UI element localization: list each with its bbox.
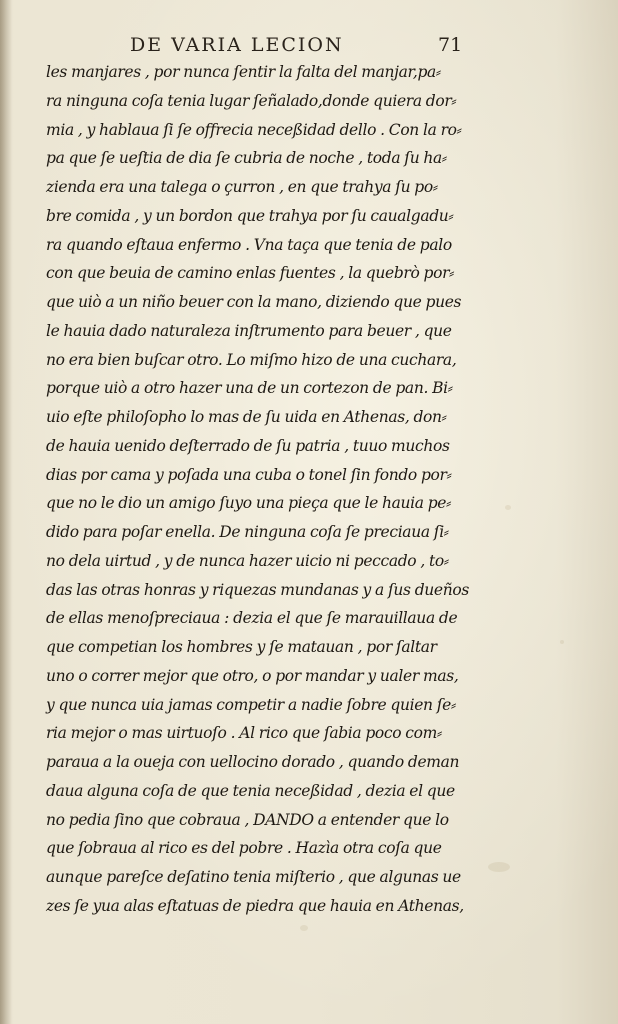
- text-line: que competian los hombres y ſe matauan , por ſaltar: [46, 638, 437, 656]
- text-line: ra quando eſtaua enfermo . Vna taça que tenia de palo: [46, 235, 452, 254]
- text-line: bre comida , y un bordon que trahya por ſu caualgadu⸗: [46, 206, 454, 225]
- text-line: y que nunca uia jamas competir a nadie ſobre quien ſe⸗: [46, 695, 456, 714]
- text-line: que no le dio un amigo ſuyo una pieça que le hauia pe⸗: [46, 494, 451, 513]
- text-line: dias por cama y poſada una cuba o tonel ſin fondo por⸗: [46, 465, 452, 484]
- text-line: zienda era una talega o çurron , en que trahya ſu po⸗: [46, 178, 438, 196]
- foxing-spot: [300, 925, 308, 931]
- text-line: no dela uirtud , y de nunca hazer uicio ni peccado , to⸗: [46, 551, 449, 570]
- text-line: das las otras honras y riquezas mundanas y a ſus dueños: [46, 580, 469, 599]
- text-line: porque uiò a otro hazer una de un cortezon de pan. Bi⸗: [46, 379, 453, 398]
- text-line: que uiò a un niño beuer con la mano, diziendo que pues: [46, 293, 462, 311]
- text-line: no pedia ſino que cobraua , DANDO a entender que lo: [46, 810, 449, 829]
- text-line: le hauia dado naturaleza inſtrumento para beuer , que: [46, 321, 452, 340]
- text-line: ra ninguna coſa tenia lugar ſeñalado,donde quiera dor⸗: [46, 91, 457, 110]
- text-line: zes ſe yua alas eſtatuas de piedra que hauia en Athenas,: [46, 896, 464, 915]
- running-head: [0, 34, 618, 58]
- running-head-title: DE VARIA LECION: [130, 34, 344, 56]
- text-line: de hauia uenido deſterrado de ſu patria , tuuo muchos: [46, 436, 450, 455]
- binding-gutter-shadow: [0, 0, 12, 1024]
- text-line: pa que ſe ueſtia de dia ſe cubria de noche , toda ſu ha⸗: [46, 149, 447, 168]
- text-line: no era bien buſcar otro. Lo miſmo hizo de una cuchara,: [46, 350, 457, 369]
- text-line: uno o correr mejor que otro, o por mandar y ualer mas,: [46, 666, 459, 685]
- page-number: 71: [438, 34, 463, 56]
- text-line: de ellas menoſpreciaua : dezia el que ſe marauillaua de: [46, 609, 458, 628]
- text-line: daua alguna coſa de que tenia neceßidad , dezia el que: [46, 781, 455, 800]
- text-block: [46, 58, 496, 921]
- foxing-spot: [560, 640, 564, 644]
- text-line: les manjares , por nunca ſentir la falta del manjar,pa⸗: [46, 63, 441, 81]
- text-line: aunque pareſce deſatino tenia miſterio , que algunas ue: [46, 868, 461, 886]
- text-line: ria mejor o mas uirtuoſo . Al rico que ſabia poco com⸗: [46, 724, 442, 743]
- text-line: dido para poſar enella. De ninguna coſa ſe preciaua ſi⸗: [46, 523, 449, 541]
- foxing-spot: [505, 505, 511, 510]
- text-line: con que beuia de camino enlas fuentes , la quebrò por⸗: [46, 264, 454, 283]
- text-line: mia , y hablaua ſi ſe offrecia neceßidad dello . Con la ro⸗: [46, 120, 462, 139]
- text-line: paraua a la oueja con uellocino dorado , quando deman: [46, 753, 460, 771]
- text-line: uio eſte philoſopho lo mas de ſu uida en Athenas, don⸗: [46, 408, 447, 426]
- text-line: que ſobraua al rico es del pobre . Hazìa otra coſa que: [46, 839, 442, 858]
